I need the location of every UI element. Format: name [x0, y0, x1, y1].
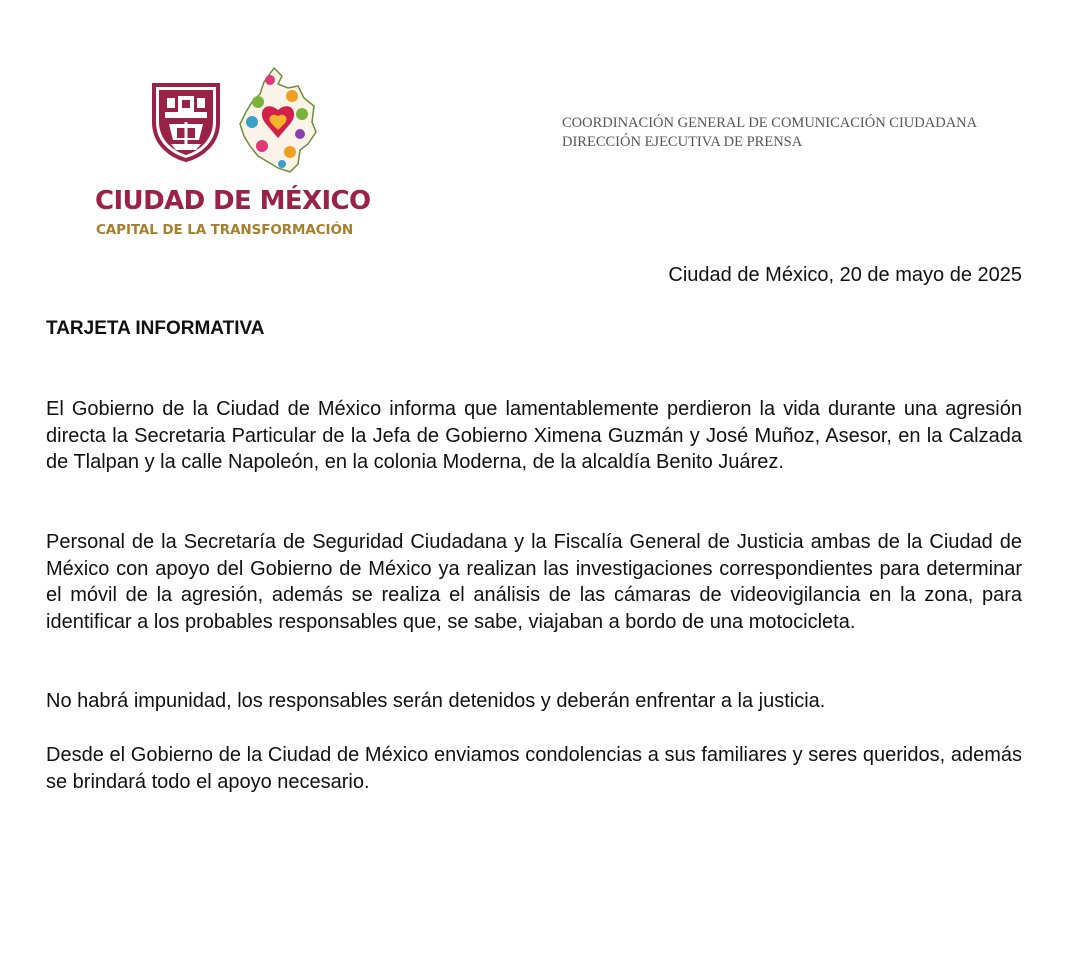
issuing-office: [562, 114, 977, 152]
office-line-1: COORDINACIÓN GENERAL DE COMUNICACIÓN CIUDADANA: [562, 115, 978, 131]
brand-tagline: CAPITAL DE LA TRANSFORMACIÓN: [96, 222, 354, 238]
cdmx-coat-of-arms-icon: [151, 82, 221, 162]
date-line: Ciudad de México, 20 de mayo de 2025: [668, 264, 1022, 286]
paragraph-2: Personal de la Secretaría de Seguridad Ciudadana y la Fiscalía General de Justicia ambas de la Ciudad de México con apoyo del Gobierno de México ya realizan las investigaciones correspondientes para determinar el móvil de la agresión, además se realiza el análisis de las cámaras de videovigilancia en la zona, para identificar a los probables responsables que, se sabe, viajaban a bordo de una motocicleta.: [46, 531, 1022, 633]
paragraph-1: El Gobierno de la Ciudad de México informa que lamentablemente perdieron la vida durante una agresión directa la Secretaria Particular de la Jefa de Gobierno Ximena Guzmán y José Muñoz, Asesor, en la Calzada de Tlalpan y la calle Napoleón, en la colonia Moderna, de la alcaldía Benito Juárez.: [46, 398, 1022, 473]
brand-name: CIUDAD DE MÉXICO: [95, 186, 371, 216]
paragraph-4: Desde el Gobierno de la Ciudad de México enviamos condolencias a sus familiares y seres queridos, además se brindará todo el apoyo necesario.: [46, 744, 1022, 793]
document-title: TARJETA INFORMATIVA: [46, 318, 265, 339]
paragraph-3: No habrá impunidad, los responsables serán detenidos y deberán enfrentar a la justicia.: [46, 690, 826, 712]
office-line-2: DIRECCIÓN EJECUTIVA DE PRENSA: [562, 134, 803, 150]
cdmx-logo: [95, 62, 380, 244]
cdmx-floral-map-icon: [238, 66, 318, 174]
